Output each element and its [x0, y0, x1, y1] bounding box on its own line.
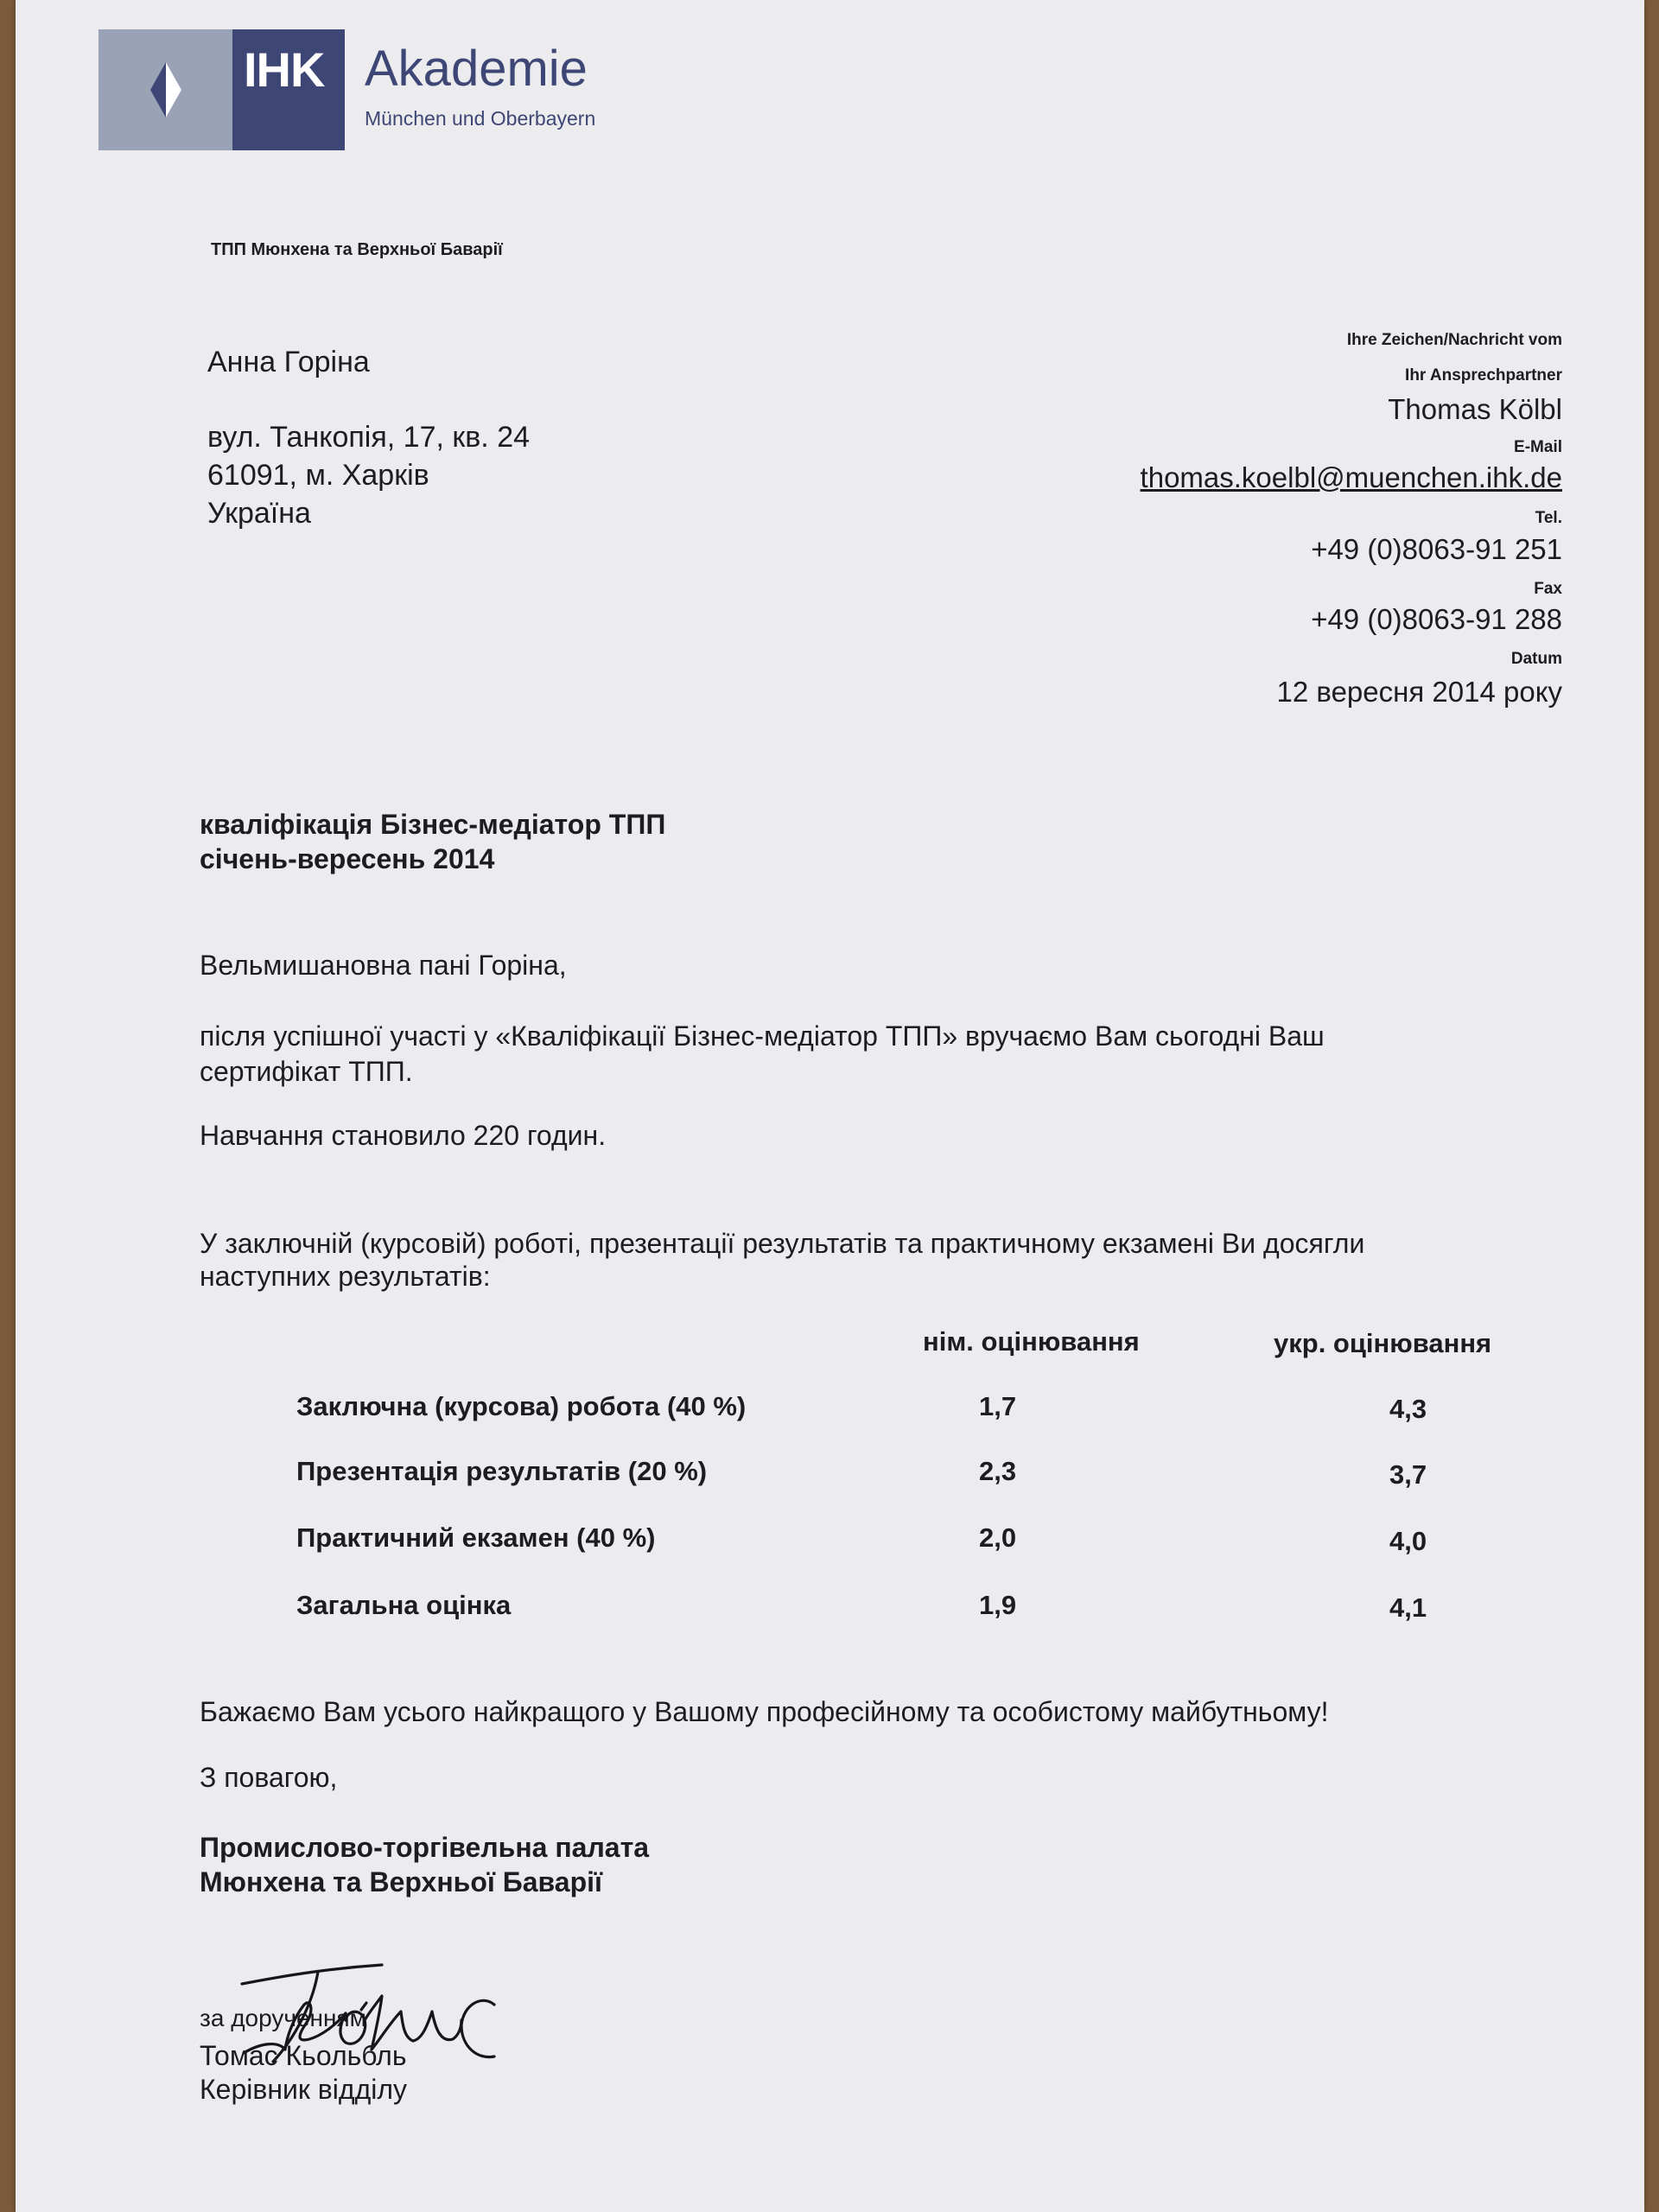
row-german-grade: 1,9 [979, 1590, 1017, 1620]
tel-value: +49 (0)8063-91 251 [1311, 533, 1562, 565]
closing-regards: З повагою, [200, 1762, 338, 1793]
row-german-grade: 2,0 [979, 1522, 1017, 1553]
subject-line-1: кваліфікація Бізнес-медіатор ТПП [200, 809, 666, 840]
tel-label: Tel. [1535, 509, 1562, 527]
recipient-street: вул. Танкопія, 17, кв. 24 [207, 421, 531, 454]
row-ukrainian-grade: 3,7 [1389, 1459, 1427, 1490]
row-ukrainian-grade: 4,3 [1389, 1394, 1427, 1424]
signer-name: Томас Кьольбль [200, 2040, 407, 2071]
fax-value: +49 (0)8063-91 288 [1311, 603, 1562, 635]
row-ukrainian-grade: 4,1 [1389, 1592, 1427, 1623]
row-label: Презентація результатів (20 %) [296, 1456, 708, 1486]
header-german-grade: нім. оцінювання [923, 1326, 1140, 1357]
subject-line-2: січень-вересень 2014 [200, 843, 495, 874]
row-label: Практичний екзамен (40 %) [296, 1522, 656, 1553]
sender-line: ТПП Мюнхена та Верхньої Баварії [211, 240, 503, 259]
recipient-country: Україна [207, 497, 311, 530]
organization-line-2: Мюнхена та Верхньої Баварії [200, 1866, 603, 1897]
contact-label: Ihr Ansprechpartner [1405, 366, 1562, 385]
paragraph-3-line-2: наступних результатів: [200, 1261, 491, 1292]
row-german-grade: 2,3 [979, 1456, 1017, 1486]
letter-page [16, 0, 1644, 2212]
recipient-city: 61091, м. Харків [207, 459, 429, 492]
fax-label: Fax [1534, 580, 1562, 598]
row-label: Загальна оцінка [296, 1590, 512, 1620]
ihk-logo [99, 29, 345, 150]
logo-akademie-text: Akademie [365, 41, 588, 97]
date-label: Datum [1510, 650, 1562, 668]
paragraph-2: Навчання становило 220 годин. [200, 1120, 607, 1151]
by-order-label: за дорученням [200, 2005, 366, 2031]
signer-position: Керівник відділу [200, 2074, 408, 2105]
paragraph-1-line-1: після успішної участі у «Кваліфікації Бізнес-медіатор ТПП» вручаємо Вам сьогодні Ваш [200, 1020, 1325, 1052]
paragraph-1-line-2: сертифікат ТПП. [200, 1056, 413, 1087]
salutation: Вельмишановна пані Горіна, [200, 950, 567, 981]
row-label: Заключна (курсова) робота (40 %) [296, 1391, 747, 1421]
email-link[interactable]: thomas.koelbl@muenchen.ihk.de [1140, 461, 1562, 493]
row-ukrainian-grade: 4,0 [1389, 1526, 1427, 1556]
ref-label: Ihre Zeichen/Nachricht vom [1346, 331, 1562, 349]
closing-wishes: Бажаємо Вам усього найкращого у Вашому професійному та особистому майбутньому! [200, 1696, 1329, 1727]
logo-subtitle: München und Oberbayern [365, 107, 596, 130]
organization-line-1: Промислово-торгівельна палата [200, 1832, 650, 1863]
logo-ihk-text: IHK [244, 42, 325, 97]
recipient-name: Анна Горіна [207, 346, 370, 378]
header-ukrainian-grade: укр. оцінювання [1274, 1328, 1492, 1358]
date-value: 12 вересня 2014 року [1276, 676, 1562, 708]
email-label: E-Mail [1514, 438, 1562, 456]
paragraph-3-line-1: У заключній (курсовій) роботі, презентації результатів та практичному екзамені Ви досягли [200, 1228, 1365, 1259]
row-german-grade: 1,7 [979, 1391, 1017, 1421]
contact-value: Thomas Kölbl [1388, 393, 1562, 425]
logo-diamond-icon [150, 62, 181, 118]
